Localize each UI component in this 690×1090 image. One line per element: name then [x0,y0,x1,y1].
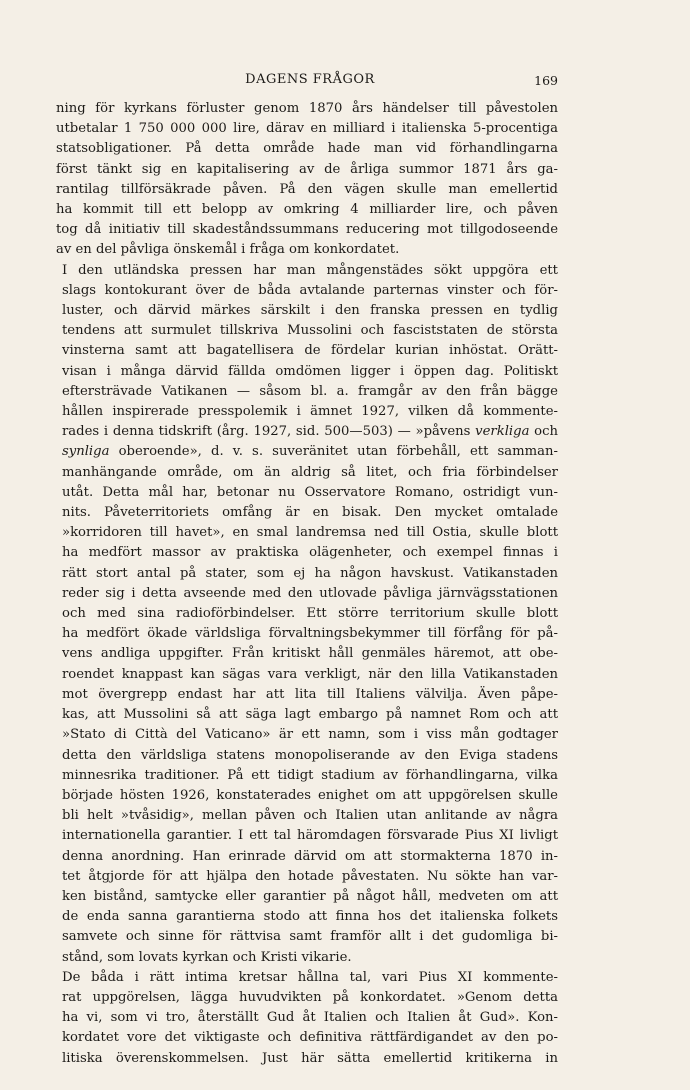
text-line: reder sig i detta avseende med den utlovade påvliga järnvägsstationen [62,585,558,601]
text-line: rätt stort antal på stater, som ej ha någon havskust. Vatikanstaden [62,565,558,581]
text-line: utbetalar 1 750 000 000 lire, därav en milliard i italienska 5-procentiga [56,121,558,137]
paragraph-1 [56,99,558,261]
text-line: först tänkt sig en kapitalisering av de årliga summor 1871 års ga- [56,161,558,177]
text-line: roendet knappast kan sägas vara verkligt, när den lilla Vatikanstaden [62,666,558,682]
text-line: av en del påvliga önskemål i fråga om konkordatet. [56,242,400,258]
text-line: tendens att surmulet tillskriva Mussolini och fasciststaten de största [62,323,558,339]
text-line: utåt. Detta mål har, betonar nu Osservatore Romano, ostridigt vun- [62,484,558,500]
text-line: tet åtgjorde för att hjälpa den hotade påvestaten. Nu sökte han var- [62,868,558,884]
text-line: stånd, som lovats kyrkan och Kristi vikarie. [62,949,352,965]
text-line: manhängande område, om än aldrig så litet, och fria förbindelser [62,464,558,480]
text-segment: rades i denna tidskrift (årg. 1927, sid. 500—503) — »påvens [62,424,476,440]
text-line: litiska överenskommelsen. Just här sätta emellertid kritikerna in [62,1050,558,1066]
text-line: De båda i rätt intima kretsar hållna tal, vari Pius XI kommente- [62,969,558,985]
text-line: minnesrika traditioner. På ett tidigt stadium av förhandlingarna, vilka [62,767,558,783]
running-title: DAGENS FRÅGOR [245,72,375,87]
text-line: tog då initiativ till skadeståndssummans reducering mot tillgodoseende [56,222,558,238]
text-line: eftersträvade Vatikanen — såsom bl. a. framgår av den från bägge [62,383,558,399]
text-line: kas, att Mussolini så att säga lagt embargo på namnet Rom och att [62,707,558,723]
text-segment: och [529,424,558,440]
text-line: luster, och därvid märkes särskilt i den franska pressen en tydlig [62,303,558,319]
text-line-with-italic [56,422,558,442]
text-line: rat uppgörelsen, lägga huvudvikten på konkordatet. »Genom detta [62,989,558,1005]
text-line: bli helt »tvåsidig», mellan påven och Italien utan anlitande av några [62,808,558,824]
text-line: mot övergrepp endast har att lita till Italiens välvilja. Även påpe- [62,686,558,702]
text-line: denna anordning. Han erinrade därvid om att stormakterna 1870 in- [62,848,558,864]
text-line: ha kommit till ett belopp av omkring 4 milliarder lire, och påven [56,202,558,218]
text-line: »korridoren till havet», en smal landremsa ned till Ostia, skulle blott [62,525,558,541]
page-number: 169 [534,73,558,88]
text-line: statsobligationer. På detta område hade man vid förhandlingarna [56,141,558,157]
text-line: nits. Påveterritoriets omfång är en bisak. Den mycket omtalade [62,505,558,521]
text-line: ha vi, som vi tro, återställt Gud åt Italien och Italien åt Gud». Kon- [62,1010,558,1026]
text-segment: oberoende», d. v. s. suveränitet utan förbehåll, ett samman- [109,444,558,460]
text-line: detta den världsliga statens monopoliserande av den Eviga stadens [62,747,558,763]
text-line: började hösten 1926, konstaterades enighet om att uppgörelsen skulle [62,787,558,803]
italic-term: verkliga [475,424,530,440]
text-line: ha medfört ökade världsliga förvaltningsbekymmer till förfång för på- [62,626,558,642]
text-line: de enda sanna garantierna stodo att finna hos det italienska folkets [62,909,558,925]
text-line: »Stato di Città del Vaticano» är ett namn, som i viss mån godtager [62,727,558,743]
text-line: kordatet vore det viktigaste och definitiva rättfärdigandet av den po- [62,1030,558,1046]
body-text [56,99,558,1069]
text-line: vens andliga uppgifter. Från kritiskt håll genmäles häremot, att obe- [62,646,558,662]
text-line: rantilag tillförsäkrade påven. På den vägen skulle man emellertid [56,181,558,197]
italic-term: synliga [62,444,110,460]
text-line: ken bistånd, samtycke eller garantier på något håll, medveten om att [62,888,558,904]
text-line: och med sina radioförbindelser. Ett större territorium skulle blott [62,606,558,622]
text-line: vinsterna samt att bagatellisera de fördelar kurian inhöstat. Orätt- [62,343,558,359]
text-line: hållen inspirerade presspolemik i ämnet 1927, vilken då kommente- [62,404,558,420]
page-header [62,72,558,90]
text-line: slags kontokurant över de båda avtalande parternas vinster och för- [62,282,558,298]
text-line: ha medfört massor av praktiska olägenheter, och exempel finnas i [62,545,558,561]
text-line: visan i många därvid fällda omdömen ligger i öppen dag. Politiskt [62,363,558,379]
text-line: I den utländska pressen har man mångenstädes sökt uppgöra ett [62,262,558,278]
text-line: samvete och sinne för rättvisa samt framför allt i det gudomliga bi- [62,929,558,945]
text-line: ning för kyrkans förluster genom 1870 års händelser till påvestolen [56,101,558,116]
paragraph-2 [56,261,558,968]
text-line-with-italic [56,442,558,462]
text-line: internationella garantier. I ett tal häromdagen försvarade Pius XI livligt [62,828,558,844]
paragraph-3 [56,968,558,1069]
